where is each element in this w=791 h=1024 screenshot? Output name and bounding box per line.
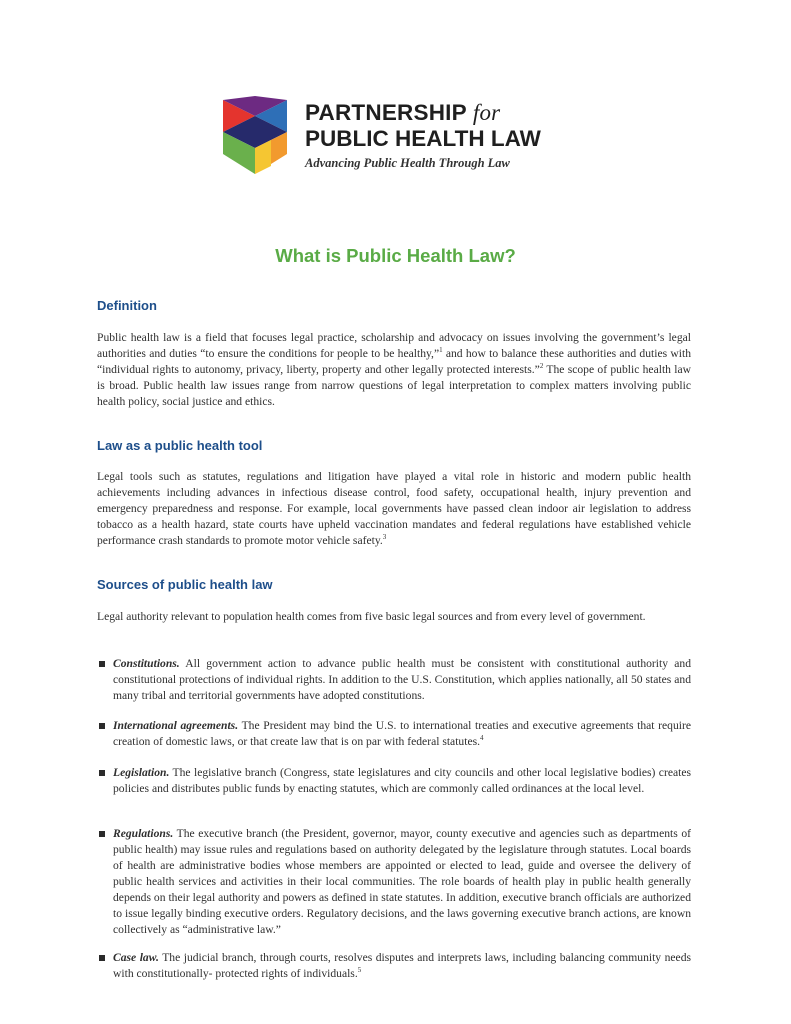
- logo-mark-icon: [223, 96, 289, 174]
- sources-heading: Sources of public health law: [97, 577, 273, 592]
- organization-logo: [223, 96, 563, 178]
- bullet-square-icon: [99, 955, 105, 961]
- bullet-square-icon: [99, 723, 105, 729]
- logo-line2: PUBLIC HEALTH LAW: [305, 126, 541, 151]
- logo-for: for: [472, 100, 501, 125]
- list-item: Case law. The judicial branch, through courts, resolves disputes and interprets laws, including balancing community needs with constitutionally- protected rights of individuals.$^5$: [97, 950, 691, 982]
- list-item: Regulations. The executive branch (the President, governor, mayor, county executive and agencies such as departments of public health) may issue rules and regulations based on authority delegated by the legislature through statutes. Local boards of health are administrative bodies whose members are appointed or elected to lead, guide and oversee the delivery of public health services and activities in their local communities. The role boards of health play in public health generally depends on their legal authority and powers as defined in state statutes. In addition, executive branch officials are authorized to issue legally binding executive orders. Regulatory decisions, and the laws governing executive branch actions, are known collectively as “administrative law.”: [97, 826, 691, 938]
- tool-paragraph: Legal tools such as statutes, regulations and litigation have played a vital role in historic and modern public health achievements including advances in infectious disease control, food safety, occupational health, injury prevention and emergency preparedness and response. For example, local governments have passed clean indoor air legislation to address tobacco as a health hazard, state courts have upheld vaccination mandates and federal regulations have established vehicle performance crash standards to promote motor vehicle safety.$^3$: [97, 470, 691, 547]
- sources-intro: Legal authority relevant to population health comes from five basic legal sources and from every level of government.: [97, 610, 646, 623]
- list-item: Constitutions. All government action to advance public health must be consistent with constitutional authority and constitutional protections of individual rights. In addition to the U.S. Constitution, which applies nationally, all 50 states and many tribal and territorial governments have adopted constitutions.: [97, 656, 691, 704]
- logo-tagline: Advancing Public Health Through Law: [305, 156, 510, 170]
- page-title: What is Public Health Law?: [275, 245, 516, 266]
- list-item: Legislation. The legislative branch (Congress, state legislatures and city councils and other local legislative bodies) creates policies and distributes public funds by enacting statutes, which are commonly called ordinances at the local level.: [97, 765, 691, 797]
- definition-heading: Definition: [97, 298, 157, 313]
- definition-paragraph: Public health law is a field that focuses legal practice, scholarship and advocacy on issues involving the government’s legal authorities and duties “to ensure the conditions for people to be healthy,”$^1$ and how to balance these authorities and duties with “individual rights to autonomy, privacy, liberty, property and other legally protected interests.”$^2$ The scope of public health law is broad. Public health law issues range from narrow questions of legal interpretation to complex matters involving public health policy, social justice and ethics.: [97, 331, 691, 408]
- list-item: International agreements. The President may bind the U.S. to international treaties and executive agreements that require creation of domestic laws, or that create law that is on par with federal statutes.$^4$: [97, 718, 691, 750]
- bullet-square-icon: [99, 661, 105, 667]
- logo-line1: PARTNERSHIP: [305, 100, 467, 125]
- tool-heading: Law as a public health tool: [97, 438, 263, 453]
- bullet-square-icon: [99, 770, 105, 776]
- bullet-square-icon: [99, 831, 105, 837]
